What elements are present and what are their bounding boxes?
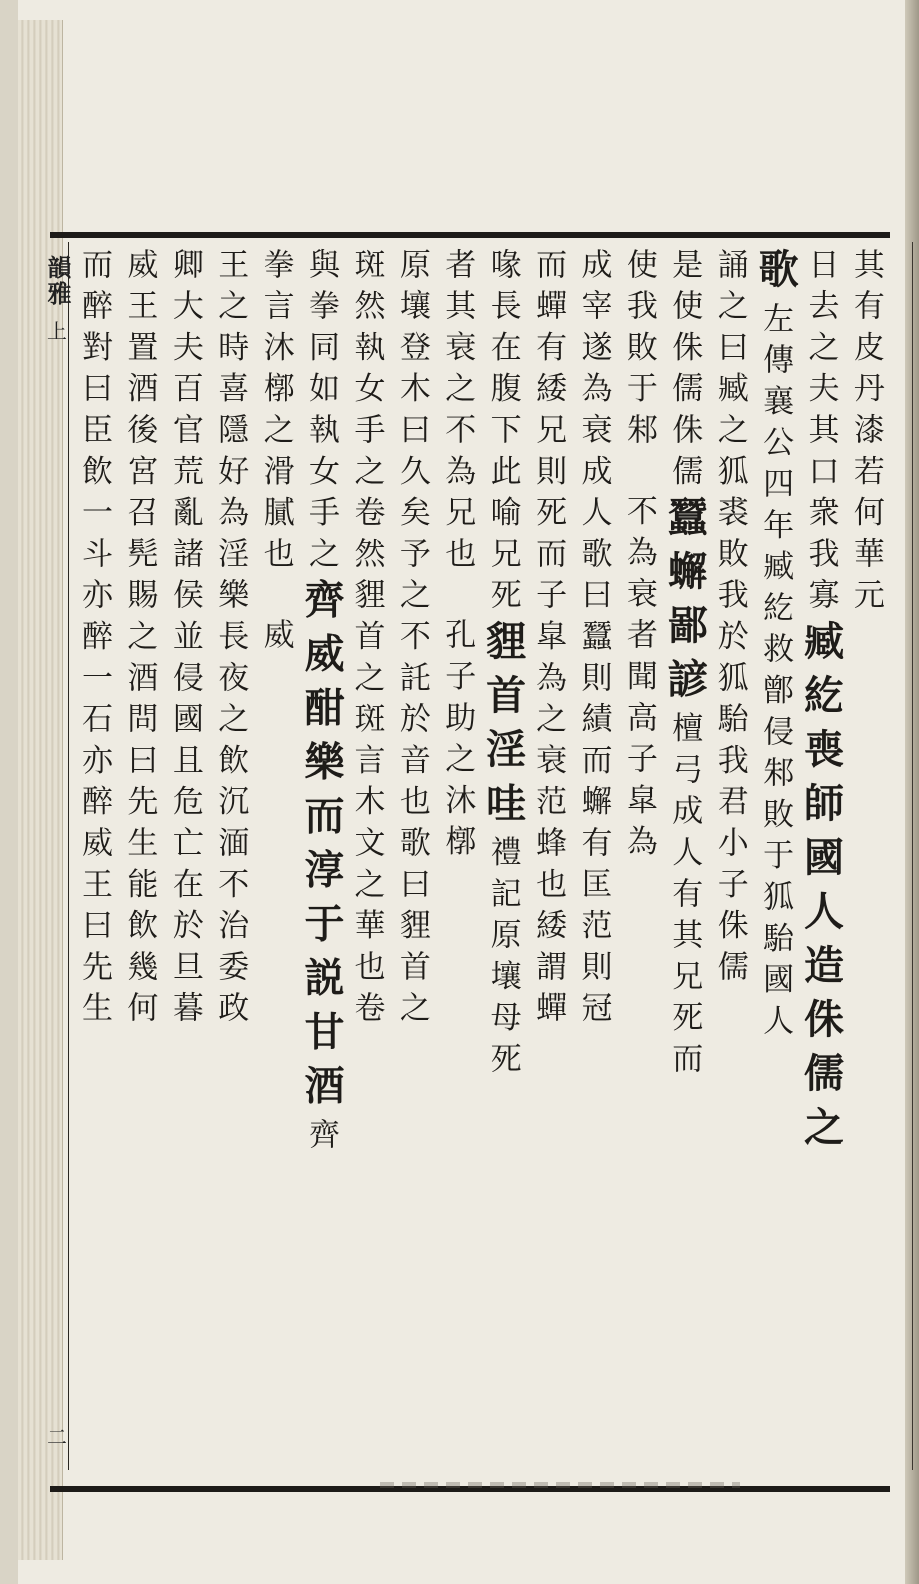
commentary-text: 卿大夫百官荒亂諸侯並侵國且危亡在於旦暮 (166, 248, 203, 1033)
headword-text: 齊威酣樂而淳于説甘酒 (298, 578, 346, 1119)
commentary-text (437, 578, 477, 618)
folio-number: 二 (47, 1425, 67, 1449)
text-column (392, 248, 432, 1470)
commentary-text: 誦之曰臧之狐裘敗我於狐駘我君小子侏儒 (711, 248, 748, 992)
text-column (661, 248, 709, 1470)
text-column (528, 248, 568, 1470)
commentary-text: 日去之夫其口衆我寡 (802, 248, 839, 620)
commentary-text (619, 455, 659, 495)
text-block (74, 248, 886, 1470)
commentary-text: 其有皮丹漆若何華元 (847, 248, 884, 620)
commentary-text: 孔子助之沐槨 (439, 618, 476, 867)
text-column (479, 248, 527, 1470)
commentary-text (256, 578, 296, 618)
commentary-text: 與拳同如執女手之 (303, 248, 340, 579)
text-column (797, 248, 845, 1470)
commentary-text: 是使侏儒侏儒 (666, 248, 703, 496)
headword-text: 臧紇喪師國人造侏儒之 (797, 619, 845, 1160)
commentary-text: 禮記原壤母死 (484, 835, 521, 1084)
text-column (256, 248, 296, 1470)
banxin-margin (44, 255, 70, 1475)
text-column (210, 248, 250, 1470)
text-column (74, 248, 114, 1470)
text-column (752, 248, 800, 1470)
text-column (298, 248, 346, 1470)
commentary-text: 成宰遂為衰成人歌曰蠶則績而蠏有匡范則冠 (575, 248, 612, 1033)
ink-smudge (380, 1482, 740, 1488)
commentary-text: 喙長在腹下此喻兄死 (484, 248, 521, 620)
commentary-text: 而醉對曰臣飲一斗亦醉一石亦醉威王曰先生 (76, 248, 112, 1033)
text-column (573, 248, 613, 1470)
text-column (165, 248, 205, 1470)
commentary-text: 使我敗于邾 (620, 248, 657, 455)
volume-marker: 上 (47, 319, 67, 343)
commentary-text: 不為衰者聞高子皐為 (620, 494, 657, 867)
commentary-text: 王之時喜隱好為淫樂長夜之飲沉湎不治委政 (212, 248, 249, 1033)
headword-text: 貍首淫哇 (479, 619, 527, 836)
commentary-text: 原壤登木曰久矣予之不託於音也歌曰貍首之 (393, 248, 430, 1033)
headword-text: 蠶蠏鄙諺 (661, 495, 709, 712)
commentary-text: 者其衰之不為兄也 (439, 248, 476, 579)
commentary-text: 威王置酒後宮召髡賜之酒問曰先生能飲幾何 (121, 248, 158, 1033)
headword-text: 歌 (752, 248, 800, 302)
commentary-text: 檀弓成人有其兄死而 (666, 711, 703, 1084)
text-column (619, 248, 659, 1470)
commentary-text: 斑然執女手之卷然貍首之斑言木文之華也卷 (348, 248, 385, 1033)
commentary-text: 拳言沐槨之滑膩也 (257, 248, 294, 579)
commentary-text: 而蟬有緌兄則死而子皐為之衰范蜂也緌謂蟬 (530, 248, 567, 1033)
commentary-text: 左傳襄公四年臧紇救鄫侵邾敗于狐駘國人 (757, 302, 794, 1046)
book-title: 韻雅 (43, 255, 72, 307)
commentary-text: 齊 (303, 1118, 340, 1160)
text-column (437, 248, 477, 1470)
text-column (119, 248, 159, 1470)
commentary-text: 威 (257, 618, 294, 660)
text-column (346, 248, 386, 1470)
text-column (710, 248, 750, 1470)
text-column (846, 248, 886, 1470)
right-border-rule (912, 242, 913, 1470)
